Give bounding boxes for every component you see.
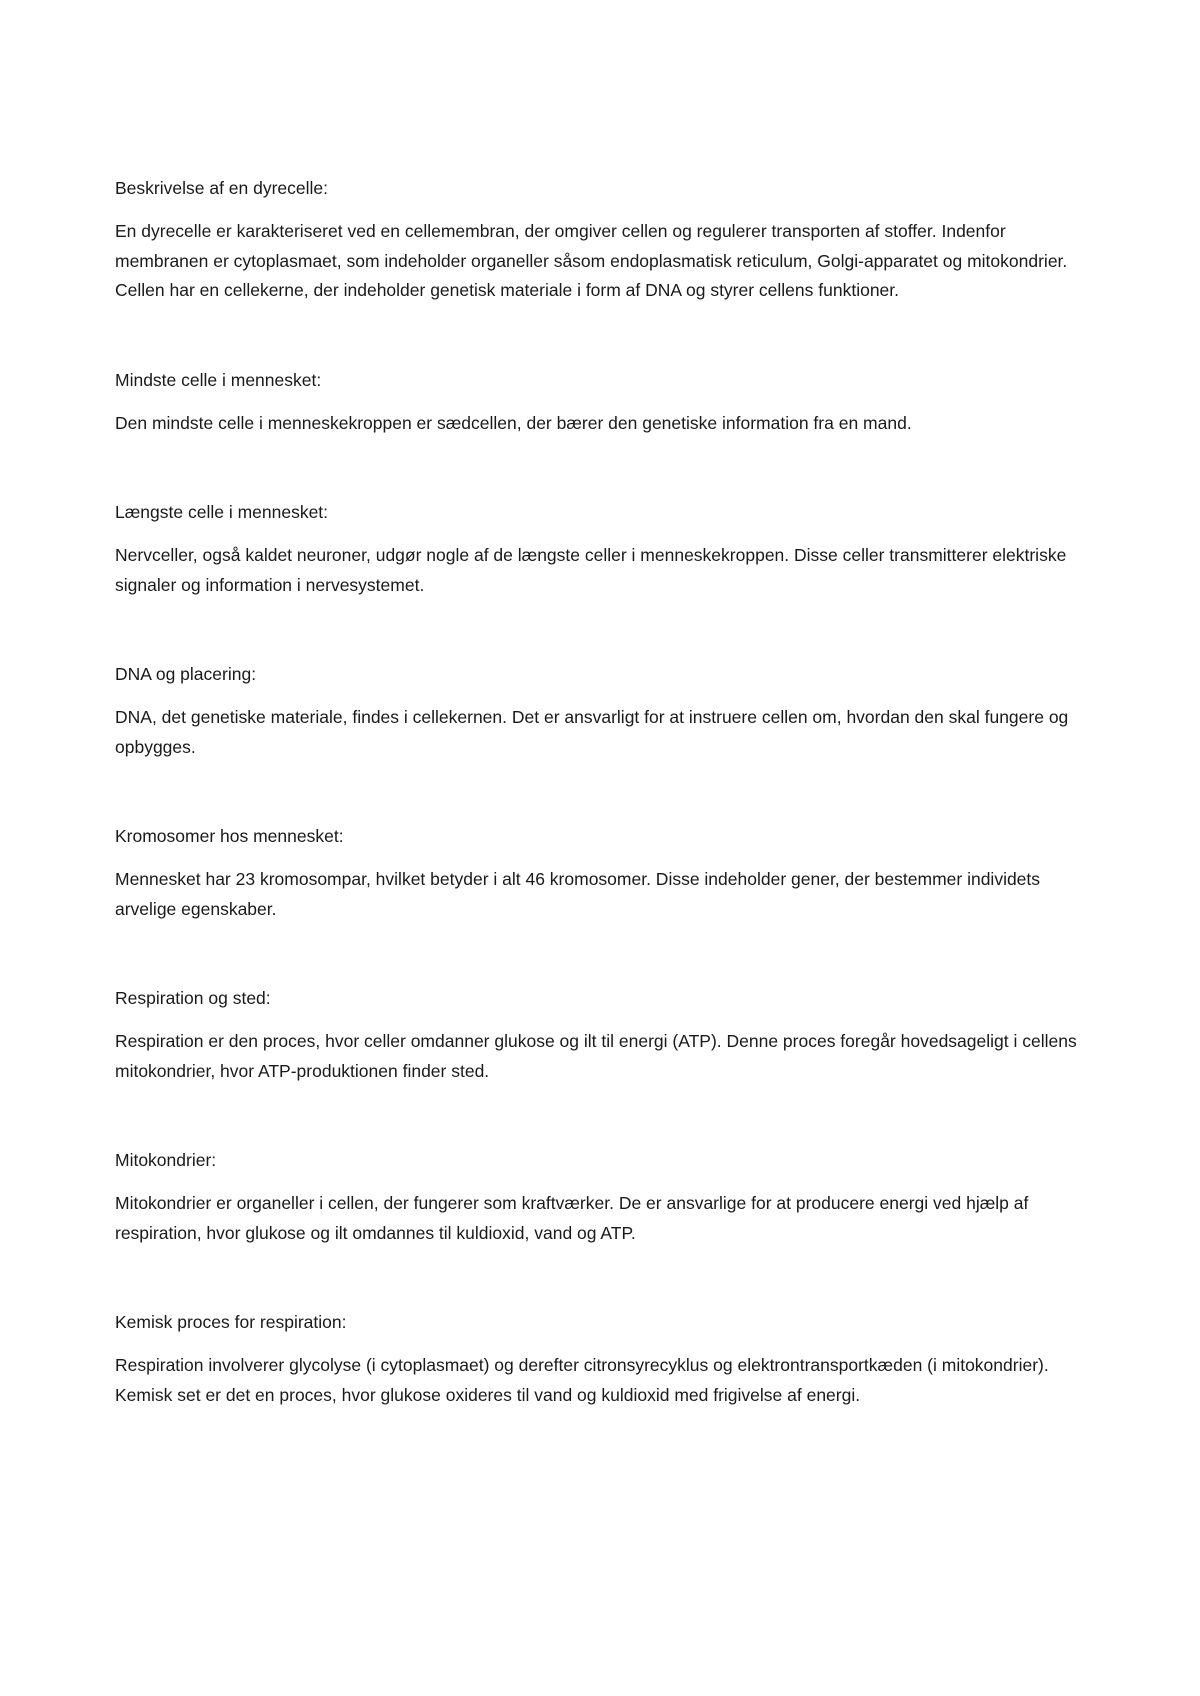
section-body: Respiration involverer glycolyse (i cytoplasmaet) og derefter citronsyrecyklus og elektrontransportkæden (i mitokondrier). Kemisk set er det en proces, hvor glukose oxideres til vand og kuldioxid med frigivelse af energi. — [115, 1355, 1049, 1405]
section-body: Nervceller, også kaldet neuroner, udgør nogle af de længste celler i menneskekroppen. Disse celler transmitterer elektriske signaler og information i nervesystemet. — [115, 545, 1067, 595]
section-dna — [115, 660, 1095, 762]
section-body: DNA, det genetiske materiale, findes i cellekernen. Det er ansvarligt for at instruere cellen om, hvordan den skal fungere og opbygges. — [115, 707, 1069, 757]
section-body: Den mindste celle i menneskekroppen er sædcellen, der bærer den genetiske information fra en mand. — [115, 412, 912, 433]
section-smallest-cell — [115, 366, 1095, 439]
section-body: Respiration er den proces, hvor celler omdanner glukose og ilt til energi (ATP). Denne proces foregår hovedsageligt i cellens mitokondrier, hvor ATP-produktionen finder sted. — [115, 1031, 1077, 1081]
section-mitochondria — [115, 1146, 1095, 1248]
section-heading: Kemisk proces for respiration: — [115, 1312, 347, 1332]
section-heading: Kromosomer hos mennesket: — [115, 826, 344, 846]
section-animal-cell — [115, 174, 1095, 306]
section-heading: Beskrivelse af en dyrecelle: — [115, 178, 329, 198]
section-heading: Længste celle i mennesket: — [115, 502, 329, 522]
section-heading: Respiration og sted: — [115, 988, 271, 1008]
section-body: En dyrecelle er karakteriseret ved en cellemembran, der omgiver cellen og regulerer transporten af stoffer. Indenfor membranen er cytoplasmaet, som indeholder organeller såsom endoplasmatisk reticulum, Golgi-apparatet og mitokondrier. Cellen har en cellekerne, der indeholder genetisk materiale i form af DNA og styrer cellens funktioner. — [115, 221, 1068, 300]
section-respiration — [115, 984, 1095, 1086]
section-longest-cell — [115, 498, 1095, 600]
section-heading: Mindste celle i mennesket: — [115, 369, 322, 390]
section-body: Mennesket har 23 kromosompar, hvilket betyder i alt 46 kromosomer. Disse indeholder gener, der bestemmer individets arvelige egenskaber. — [115, 869, 1041, 919]
section-chemical-process — [115, 1308, 1095, 1410]
section-chromosomes — [115, 822, 1095, 924]
section-heading: Mitokondrier: — [115, 1150, 217, 1170]
section-heading: DNA og placering: — [115, 664, 257, 684]
document-content — [115, 174, 1095, 1410]
section-body: Mitokondrier er organeller i cellen, der fungerer som kraftværker. De er ansvarlige for at producere energi ved hjælp af respiration, hvor glukose og ilt omdannes til kuldioxid, vand og ATP. — [115, 1193, 1029, 1243]
